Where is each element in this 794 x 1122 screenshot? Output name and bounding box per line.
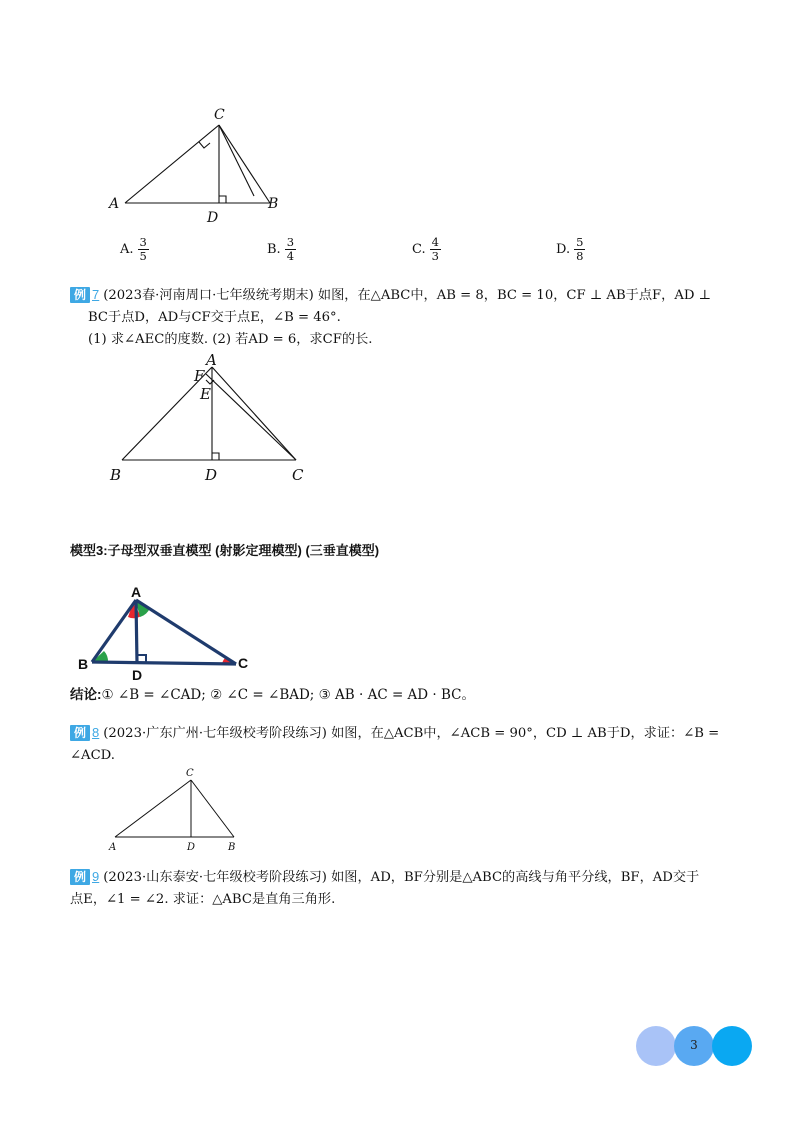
example-9-line-1: (2023·山东泰安·七年级校考阶段练习) 如图，AD，BF分别是△ABC的高线与角平分线，BF，AD交于 xyxy=(103,870,700,885)
example-badge: 例 xyxy=(70,725,90,741)
example-9-line-2: 点E，∠1 = ∠2. 求证：△ABC是直角三角形. xyxy=(70,892,336,907)
example-8 xyxy=(70,722,734,767)
conclusion-label: 结论: xyxy=(70,687,102,702)
footer-circle-left xyxy=(636,1026,676,1066)
example-8-line-2: ∠ACD. xyxy=(70,748,115,763)
example-7-line-2: BC于点D，AD与CF交于点E，∠B = 46°. xyxy=(88,310,341,325)
label-D: D xyxy=(187,842,196,853)
example-7-line-1: (2023春·河南周口·七年级统考期末) 如图，在△ABC中，AB = 8，BC = 10，CF ⊥ AB于点F，AD ⊥ xyxy=(103,288,712,303)
label-C: C xyxy=(238,655,249,671)
option-a[interactable]: A. $\frac{3}{5}$ xyxy=(120,235,147,263)
example-number[interactable]: 8 xyxy=(92,725,100,740)
label-B: B xyxy=(228,842,236,853)
page-number: 3 xyxy=(690,1038,698,1052)
label-C: C xyxy=(214,107,225,123)
label-B: B xyxy=(78,656,89,672)
example-number[interactable]: 9 xyxy=(92,869,100,884)
model-3-title: 模型3:子母型双垂直模型 (射影定理模型) (三垂直模型) xyxy=(70,543,380,558)
label-C: C xyxy=(292,466,304,484)
example-7-line-3: (1) 求∠AEC的度数. (2) 若AD = 6，求CF的长. xyxy=(88,332,373,347)
example-8-line-1: (2023·广东广州·七年级校考阶段练习) 如图，在△ACB中，∠ACB = 90°，CD ⊥ AB于D，求证：∠B = xyxy=(103,726,720,741)
example-badge: 例 xyxy=(70,869,90,885)
figure-2-triangle xyxy=(100,348,320,488)
figure-3-triangle xyxy=(70,578,260,683)
example-9 xyxy=(70,866,734,911)
label-D: D xyxy=(205,466,218,484)
label-B: B xyxy=(268,196,279,212)
label-C: C xyxy=(186,768,194,779)
label-A: A xyxy=(131,584,142,600)
footer-circle-right xyxy=(712,1026,752,1066)
example-7 xyxy=(70,284,734,351)
answer-options xyxy=(120,236,640,270)
label-E: E xyxy=(200,385,211,403)
example-badge: 例 xyxy=(70,287,90,303)
figure-1-triangle xyxy=(100,100,300,230)
label-B: B xyxy=(110,466,122,484)
option-d[interactable]: D. $\frac{5}{8}$ xyxy=(556,235,584,263)
label-F: F xyxy=(194,367,205,385)
label-A: A xyxy=(109,196,120,212)
label-A: A xyxy=(109,842,117,853)
label-D: D xyxy=(132,667,143,683)
conclusion-text: ① ∠B = ∠CAD; ② ∠C = ∠BAD; ③ AB · AC = AD · BC。 xyxy=(101,687,476,703)
option-c[interactable]: C. $\frac{4}{3}$ xyxy=(412,235,439,263)
label-A: A xyxy=(206,351,217,369)
label-D: D xyxy=(207,210,219,226)
conclusion xyxy=(70,683,475,703)
example-number[interactable]: 7 xyxy=(92,287,100,302)
figure-4-triangle xyxy=(105,764,245,854)
page-footer xyxy=(636,1026,752,1068)
option-b[interactable]: B. $\frac{3}{4}$ xyxy=(267,235,295,263)
